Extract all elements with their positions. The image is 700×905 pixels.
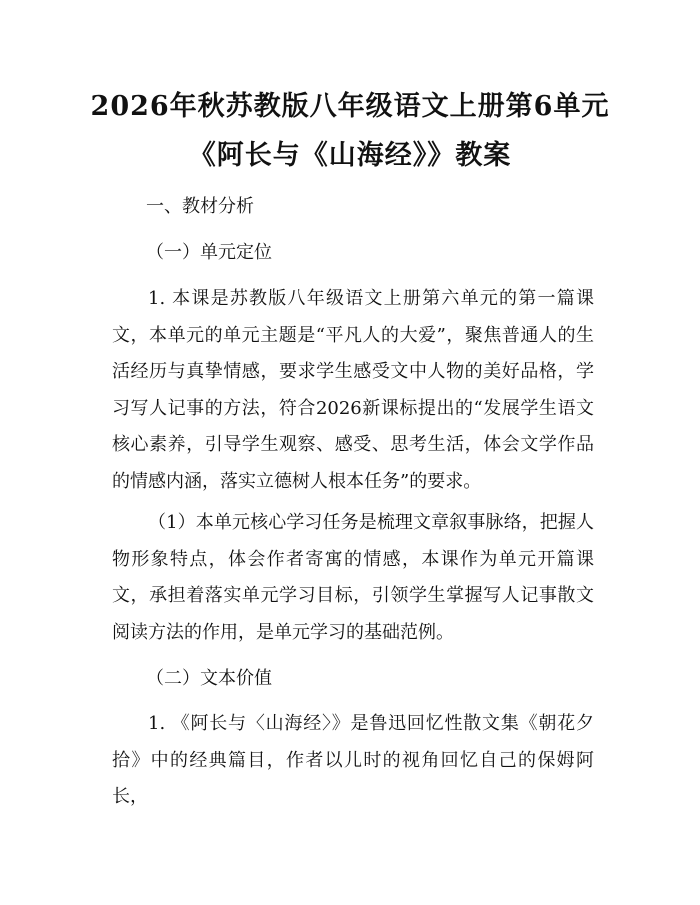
- paragraph-core-learning-task: （1）本单元核心学习任务是梳理文章叙事脉络，把握人物形象特点，体会作者寄寓的情感，本课作为单元开篇课文，承担着落实单元学习目标，引领学生掌握写人记事散文阅读方法的作用，是单元学习的基础范例。: [112, 512, 594, 643]
- document-title-line-1: 2026年秋苏教版八年级语文上册第6单元: [90, 91, 610, 122]
- paragraph-unit-positioning: 1. 本课是苏教版八年级语文上册第六单元的第一篇课文，本单元的单元主题是“平凡人的大爱”，聚焦普通人的生活经历与真挚情感，要求学生感受文中人物的美好品格，学习写人记事的方法，符合2026新课标提出的“发展学生语文核心素养，引导学生观察、感受、思考生活，体会文学作品的情感内涵，落实立德树人根本任务”的要求。: [112, 288, 594, 492]
- paragraph-text-value: 1. 《阿长与〈山海经〉》是鲁迅回忆性散文集《朝花夕拾》中的经典篇目，作者以儿时的视角回忆自己的保姆阿长，: [112, 713, 594, 807]
- section-heading-textbook-analysis: 一、教材分析: [146, 196, 254, 217]
- document-title-line-2: 《阿长与《山海经》》教案: [188, 140, 512, 171]
- subsection-heading-unit-positioning: （一）单元定位: [146, 242, 272, 263]
- subsection-heading-text-value: （二）文本价值: [146, 668, 272, 689]
